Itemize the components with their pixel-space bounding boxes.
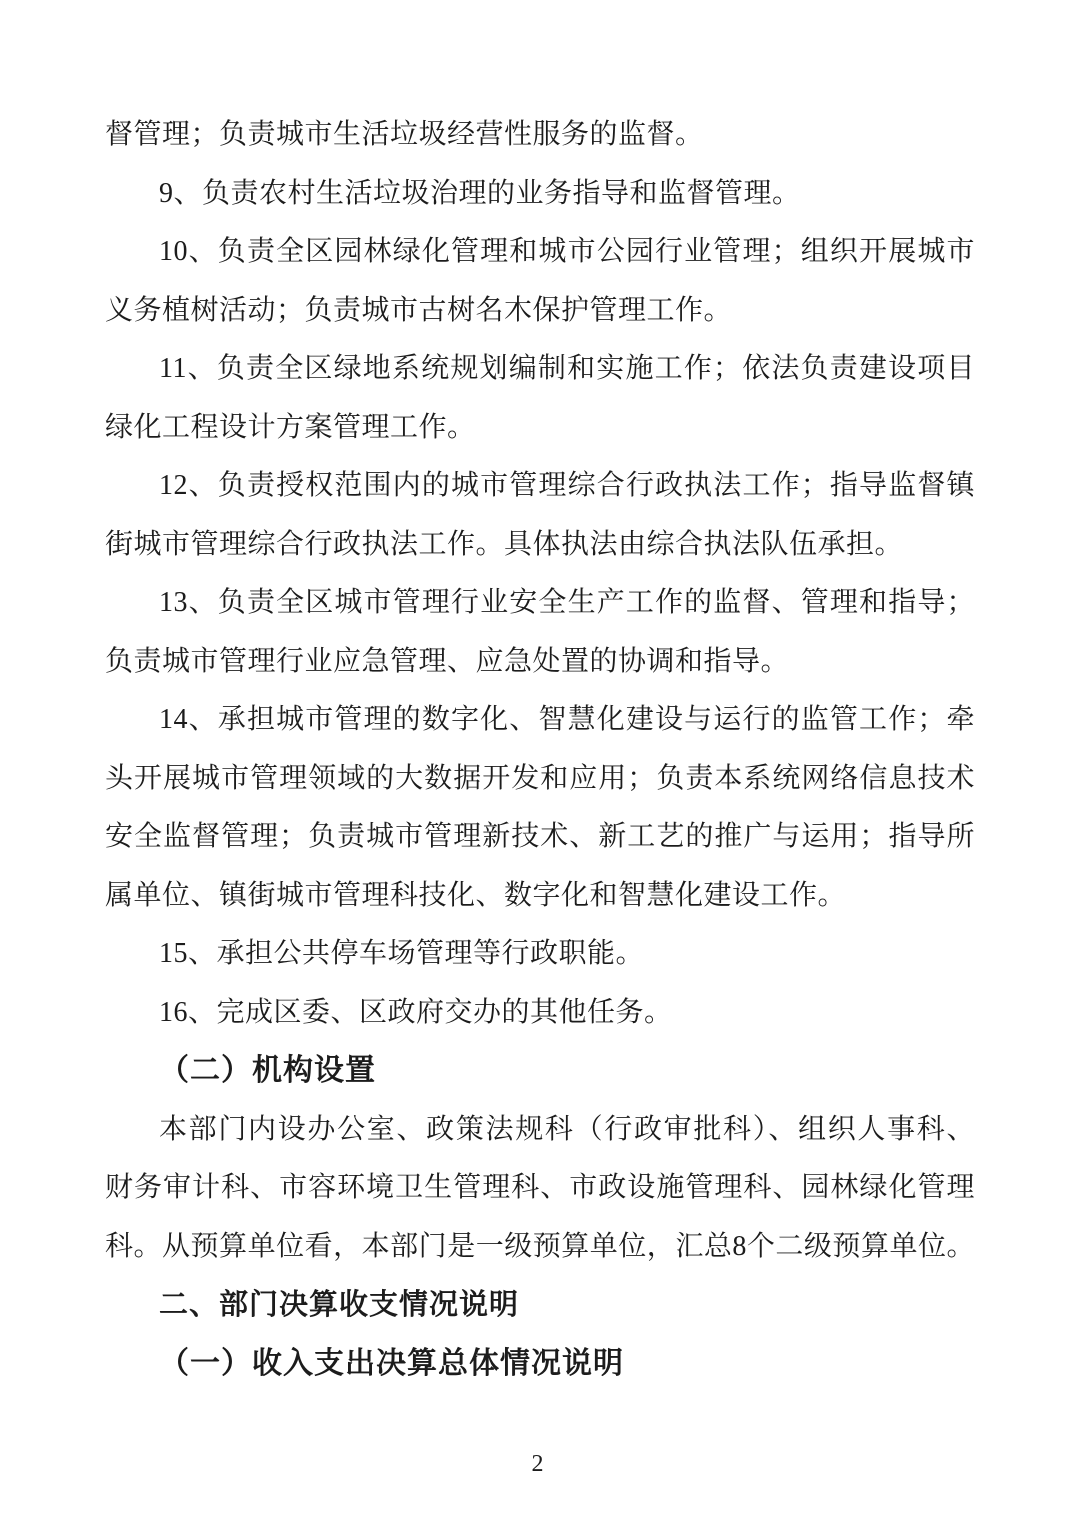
paragraph-line: 13、负责全区城市管理行业安全生产工作的监督、管理和指导； — [159, 587, 975, 618]
section-heading-budget-statement: 二、部门决算收支情况说明 — [159, 1289, 520, 1321]
paragraph-line: 街城市管理综合行政执法工作。具体执法由综合执法队伍承担。 — [105, 528, 904, 560]
paragraph-line: 负责城市管理行业应急管理、应急处置的协调和指导。 — [105, 645, 790, 677]
paragraph-line: 12、负责授权范围内的城市管理综合行政执法工作；指导监督镇 — [159, 470, 975, 501]
paragraph-line: 本部门内设办公室、政策法规科（行政审批科）、组织人事科、 — [159, 1113, 975, 1145]
paragraph-line: 头开展城市管理领域的大数据开发和应用；负责本系统网络信息技术 — [105, 762, 975, 794]
subsection-heading-overall-income-expense: （一）收入支出决算总体情况说明 — [159, 1346, 624, 1380]
paragraph-line: 义务植树活动；负责城市古树名木保护管理工作。 — [105, 294, 733, 326]
paragraph-line: 11、负责全区绿地系统规划编制和实施工作；依法负责建设项目 — [159, 353, 975, 384]
subsection-heading-organization: （二）机构设置 — [159, 1054, 376, 1087]
paragraph-line: 绿化工程设计方案管理工作。 — [105, 411, 476, 443]
paragraph-line: 9、负责农村生活垃圾治理的业务指导和监督管理。 — [159, 177, 801, 209]
paragraph-line: 安全监督管理；负责城市管理新技术、新工艺的推广与运用；指导所 — [105, 821, 975, 852]
paragraph-line: 属单位、镇街城市管理科技化、数字化和智慧化建设工作。 — [105, 879, 847, 911]
paragraph-line: 10、负责全区园林绿化管理和城市公园行业管理；组织开展城市 — [159, 236, 975, 267]
paragraph-line: 15、承担公共停车场管理等行政职能。 — [159, 938, 645, 969]
page-number: 2 — [531, 1451, 544, 1477]
paragraph-line: 14、承担城市管理的数字化、智慧化建设与运行的监管工作；牵 — [159, 704, 975, 735]
paragraph-line: 16、完成区委、区政府交办的其他任务。 — [159, 996, 673, 1028]
paragraph-line: 科。从预算单位看，本部门是一级预算单位，汇总8个二级预算单位。 — [105, 1230, 975, 1262]
paragraph-line: 财务审计科、市容环境卫生管理科、市政设施管理科、园林绿化管理 — [105, 1172, 975, 1203]
paragraph-line: 督管理；负责城市生活垃圾经营性服务的监督。 — [105, 119, 704, 150]
